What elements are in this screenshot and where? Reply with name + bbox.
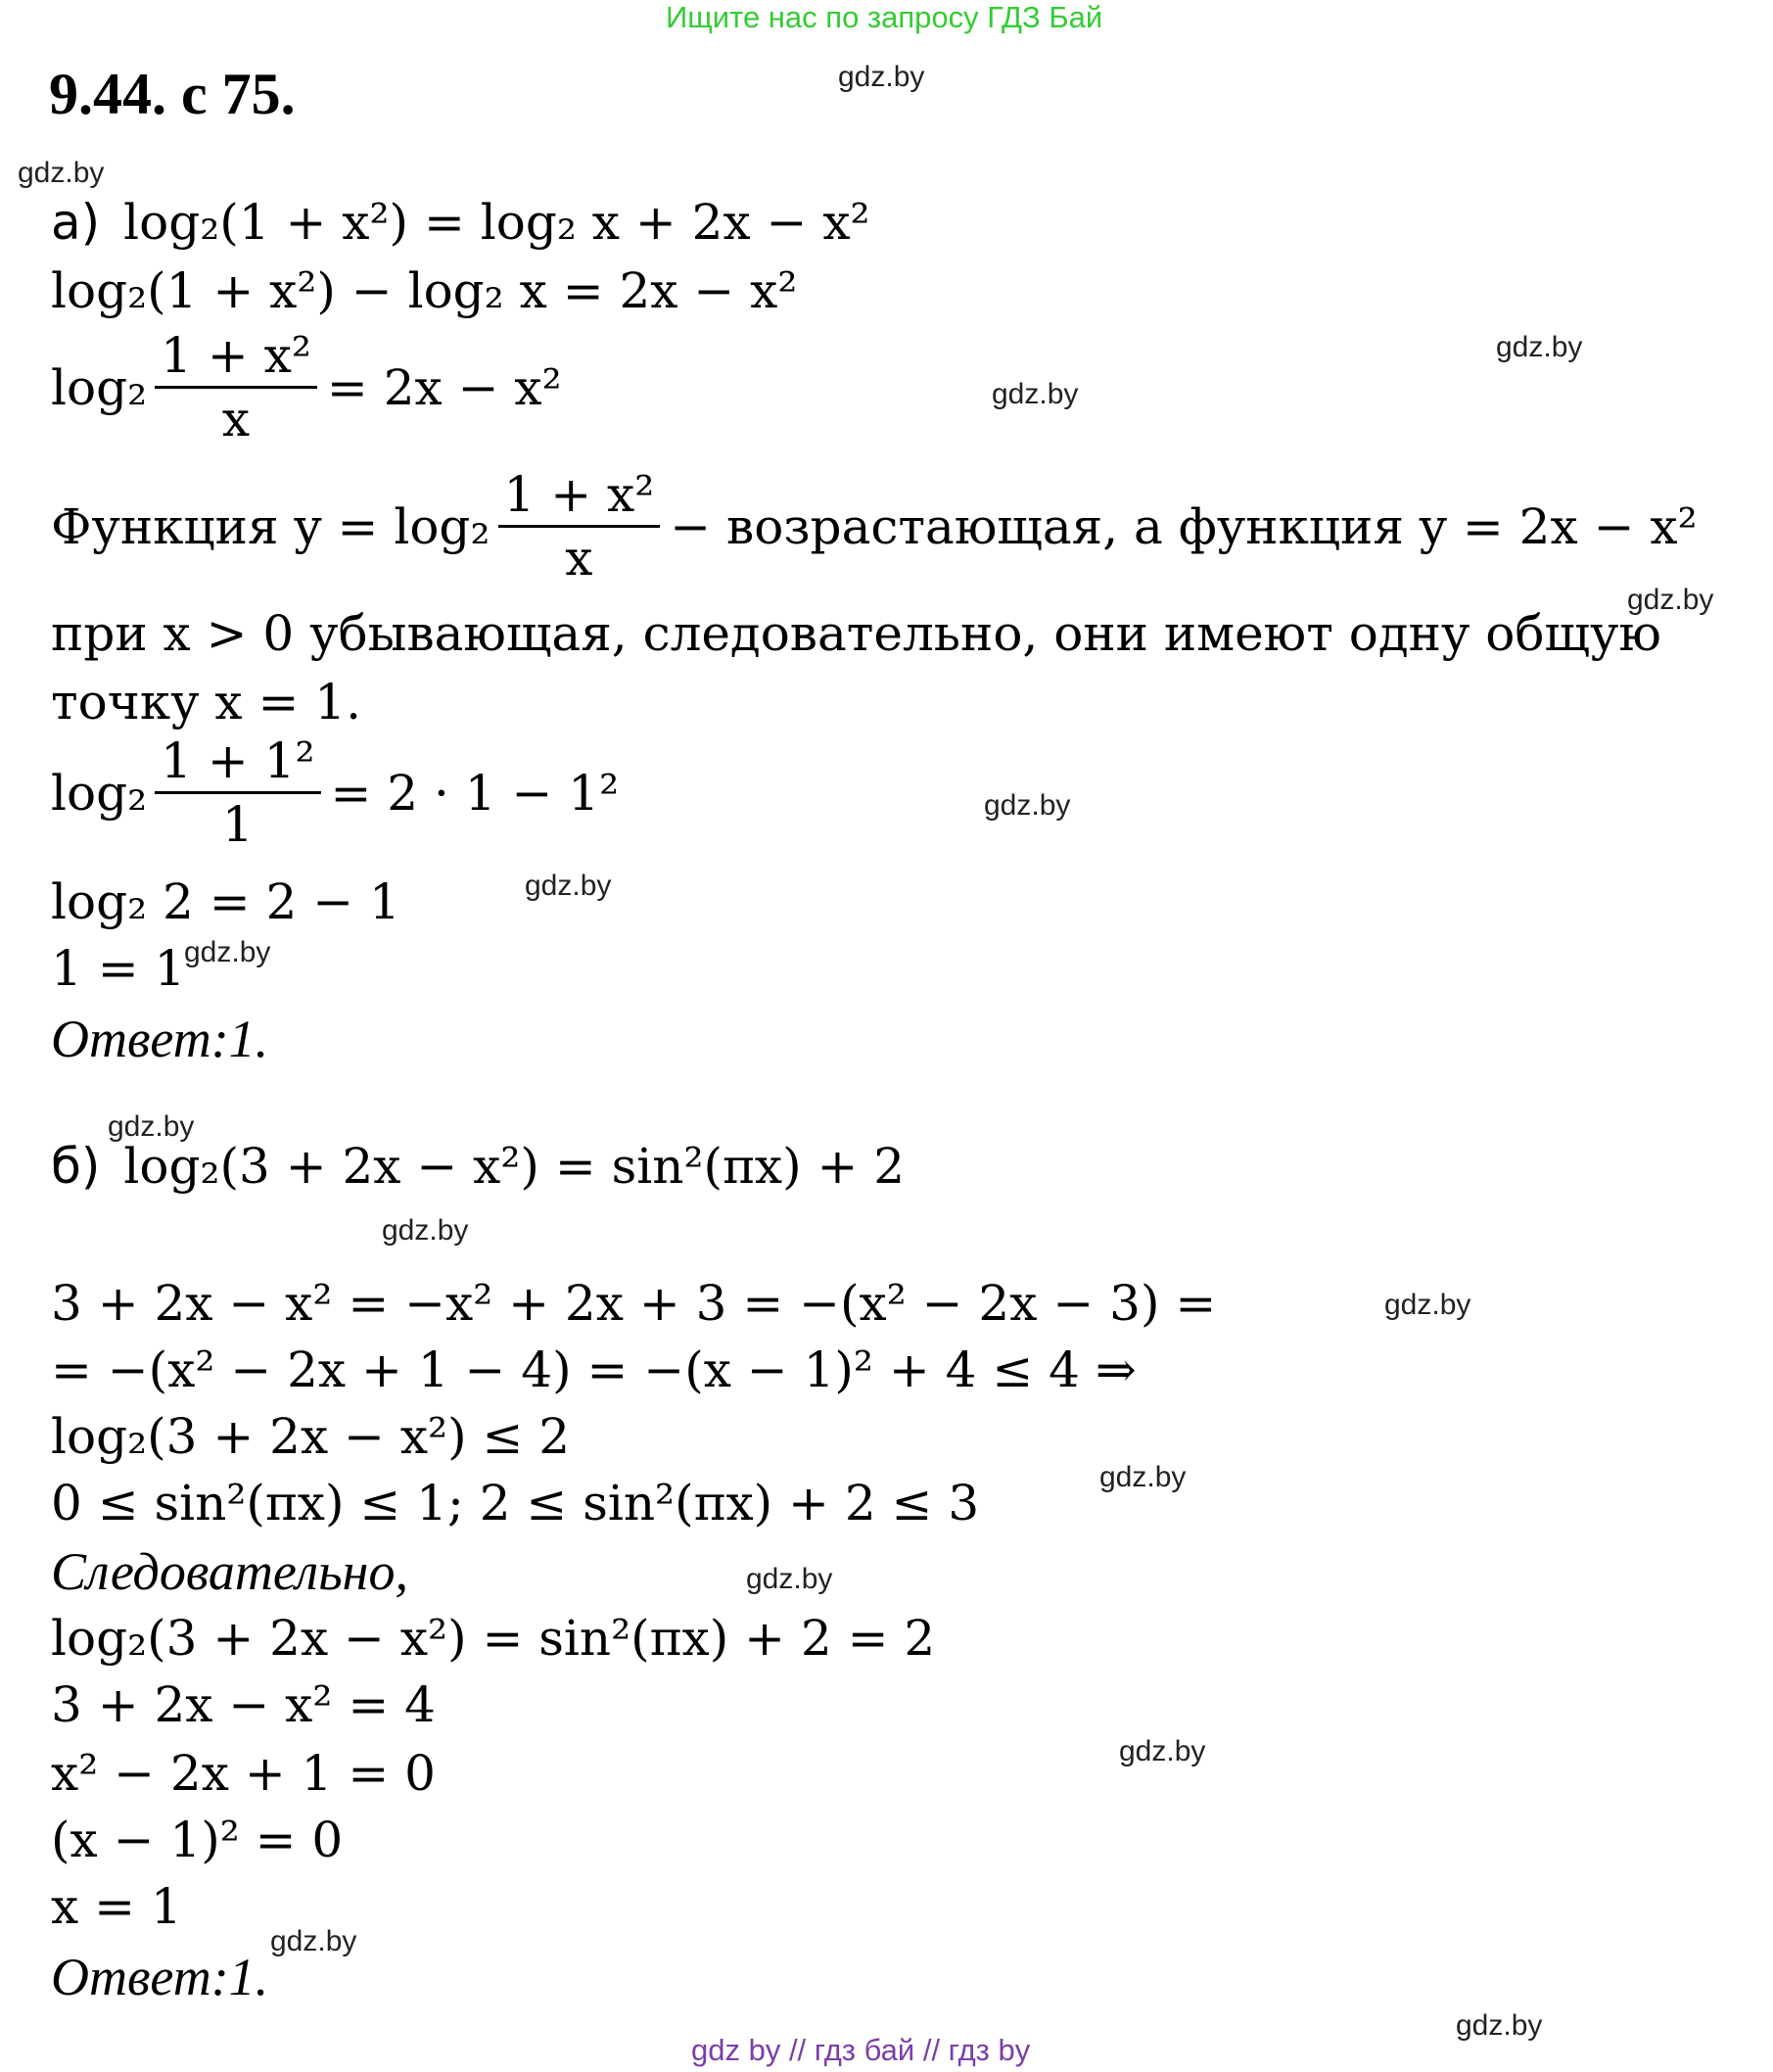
- fraction-bar: [498, 525, 661, 528]
- part-a-label: а): [51, 194, 101, 251]
- watermark: gdz.by: [382, 1214, 469, 1247]
- part-b-equation-4: log₂(3 + 2x − x²) ≤ 2: [51, 1408, 571, 1465]
- fraction: [155, 327, 317, 447]
- part-b-equation-1: [51, 1138, 906, 1195]
- part-b-equation-9: (x − 1)² = 0: [51, 1812, 344, 1868]
- watermark: gdz.by: [1627, 584, 1714, 616]
- fraction-bar: [155, 386, 317, 389]
- fraction-denominator: x: [221, 391, 251, 447]
- fraction-denominator: 1: [221, 796, 254, 853]
- log-prefix: log₂: [51, 764, 148, 822]
- part-a-equation-3: [51, 327, 562, 447]
- part-a-equation-6: 1 = 1: [51, 940, 186, 997]
- fraction-numerator: 1 + x²: [161, 327, 311, 384]
- part-b-label: б): [51, 1138, 101, 1195]
- part-a-equation-2: log₂(1 + x²) − log₂ x = 2x − x²: [51, 262, 798, 319]
- search-banner[interactable]: Ищите нас по запросу ГДЗ Бай: [666, 0, 1103, 34]
- text: Функция y = log₂: [51, 497, 490, 555]
- part-b-equation-7: 3 + 2x − x² = 4: [51, 1676, 436, 1733]
- fraction: [155, 732, 320, 853]
- part-b-equation-3: = −(x² − 2x + 1 − 4) = −(x − 1)² + 4 ≤ 4 ⇒: [51, 1342, 1137, 1398]
- watermark: gdz.by: [746, 1563, 833, 1595]
- watermark: gdz.by: [270, 1925, 357, 1957]
- watermark: gdz.by: [108, 1110, 195, 1143]
- fraction-denominator: x: [565, 530, 593, 587]
- watermark: gdz.by: [992, 378, 1079, 410]
- watermark: gdz.by: [1099, 1461, 1187, 1493]
- fraction: [498, 466, 661, 587]
- part-b-equation-10: x = 1: [51, 1878, 182, 1935]
- equation-rhs: = 2x − x²: [326, 358, 562, 416]
- watermark: gdz.by: [18, 157, 105, 189]
- log-prefix: log₂: [51, 358, 148, 416]
- part-b-equation-5: 0 ≤ sin²(πx) ≤ 1; 2 ≤ sin²(πx) + 2 ≤ 3: [51, 1475, 980, 1531]
- part-a-equation-4: [51, 732, 620, 853]
- part-a-text-3: точку x = 1.: [51, 674, 361, 730]
- watermark: gdz.by: [1456, 2009, 1543, 2042]
- text: − возрастающая, а функция y = 2x − x²: [670, 497, 1698, 555]
- part-a-text-2: при x > 0 убывающая, следовательно, они имеют одну общую: [51, 605, 1661, 662]
- watermark: gdz.by: [1119, 1735, 1206, 1767]
- equation-rhs: = 2 · 1 − 1²: [330, 764, 620, 822]
- part-b-answer: Ответ:1.: [51, 1948, 269, 2006]
- part-a-answer: Ответ:1.: [51, 1010, 269, 1068]
- watermark: gdz.by: [525, 870, 612, 902]
- footer-links[interactable]: gdz by // гдз бай // гдз by: [691, 2033, 1031, 2067]
- part-a-equation-5: log₂ 2 = 2 − 1: [51, 873, 400, 930]
- part-a-equation-1: [51, 194, 870, 251]
- fraction-numerator: 1 + x²: [503, 466, 655, 523]
- watermark: gdz.by: [1496, 331, 1583, 363]
- part-a-text-1: [51, 466, 1698, 587]
- part-b-text-1: Следовательно,: [51, 1542, 408, 1601]
- watermark: gdz.by: [1384, 1289, 1471, 1321]
- equation: log₂(1 + x²) = log₂ x + 2x − x²: [123, 194, 870, 251]
- watermark: gdz.by: [838, 61, 925, 93]
- part-b-equation-2: 3 + 2x − x² = −x² + 2x + 3 = −(x² − 2x − 3) =: [51, 1275, 1217, 1332]
- fraction-numerator: 1 + 1²: [161, 732, 315, 789]
- watermark: gdz.by: [984, 789, 1071, 822]
- page-title: 9.44. с 75.: [49, 62, 296, 126]
- part-b-equation-8: x² − 2x + 1 = 0: [51, 1745, 436, 1802]
- watermark: gdz.by: [184, 936, 271, 968]
- equation: log₂(3 + 2x − x²) = sin²(πx) + 2: [123, 1138, 906, 1195]
- part-b-equation-6: log₂(3 + 2x − x²) = sin²(πx) + 2 = 2: [51, 1610, 936, 1667]
- fraction-bar: [155, 791, 320, 794]
